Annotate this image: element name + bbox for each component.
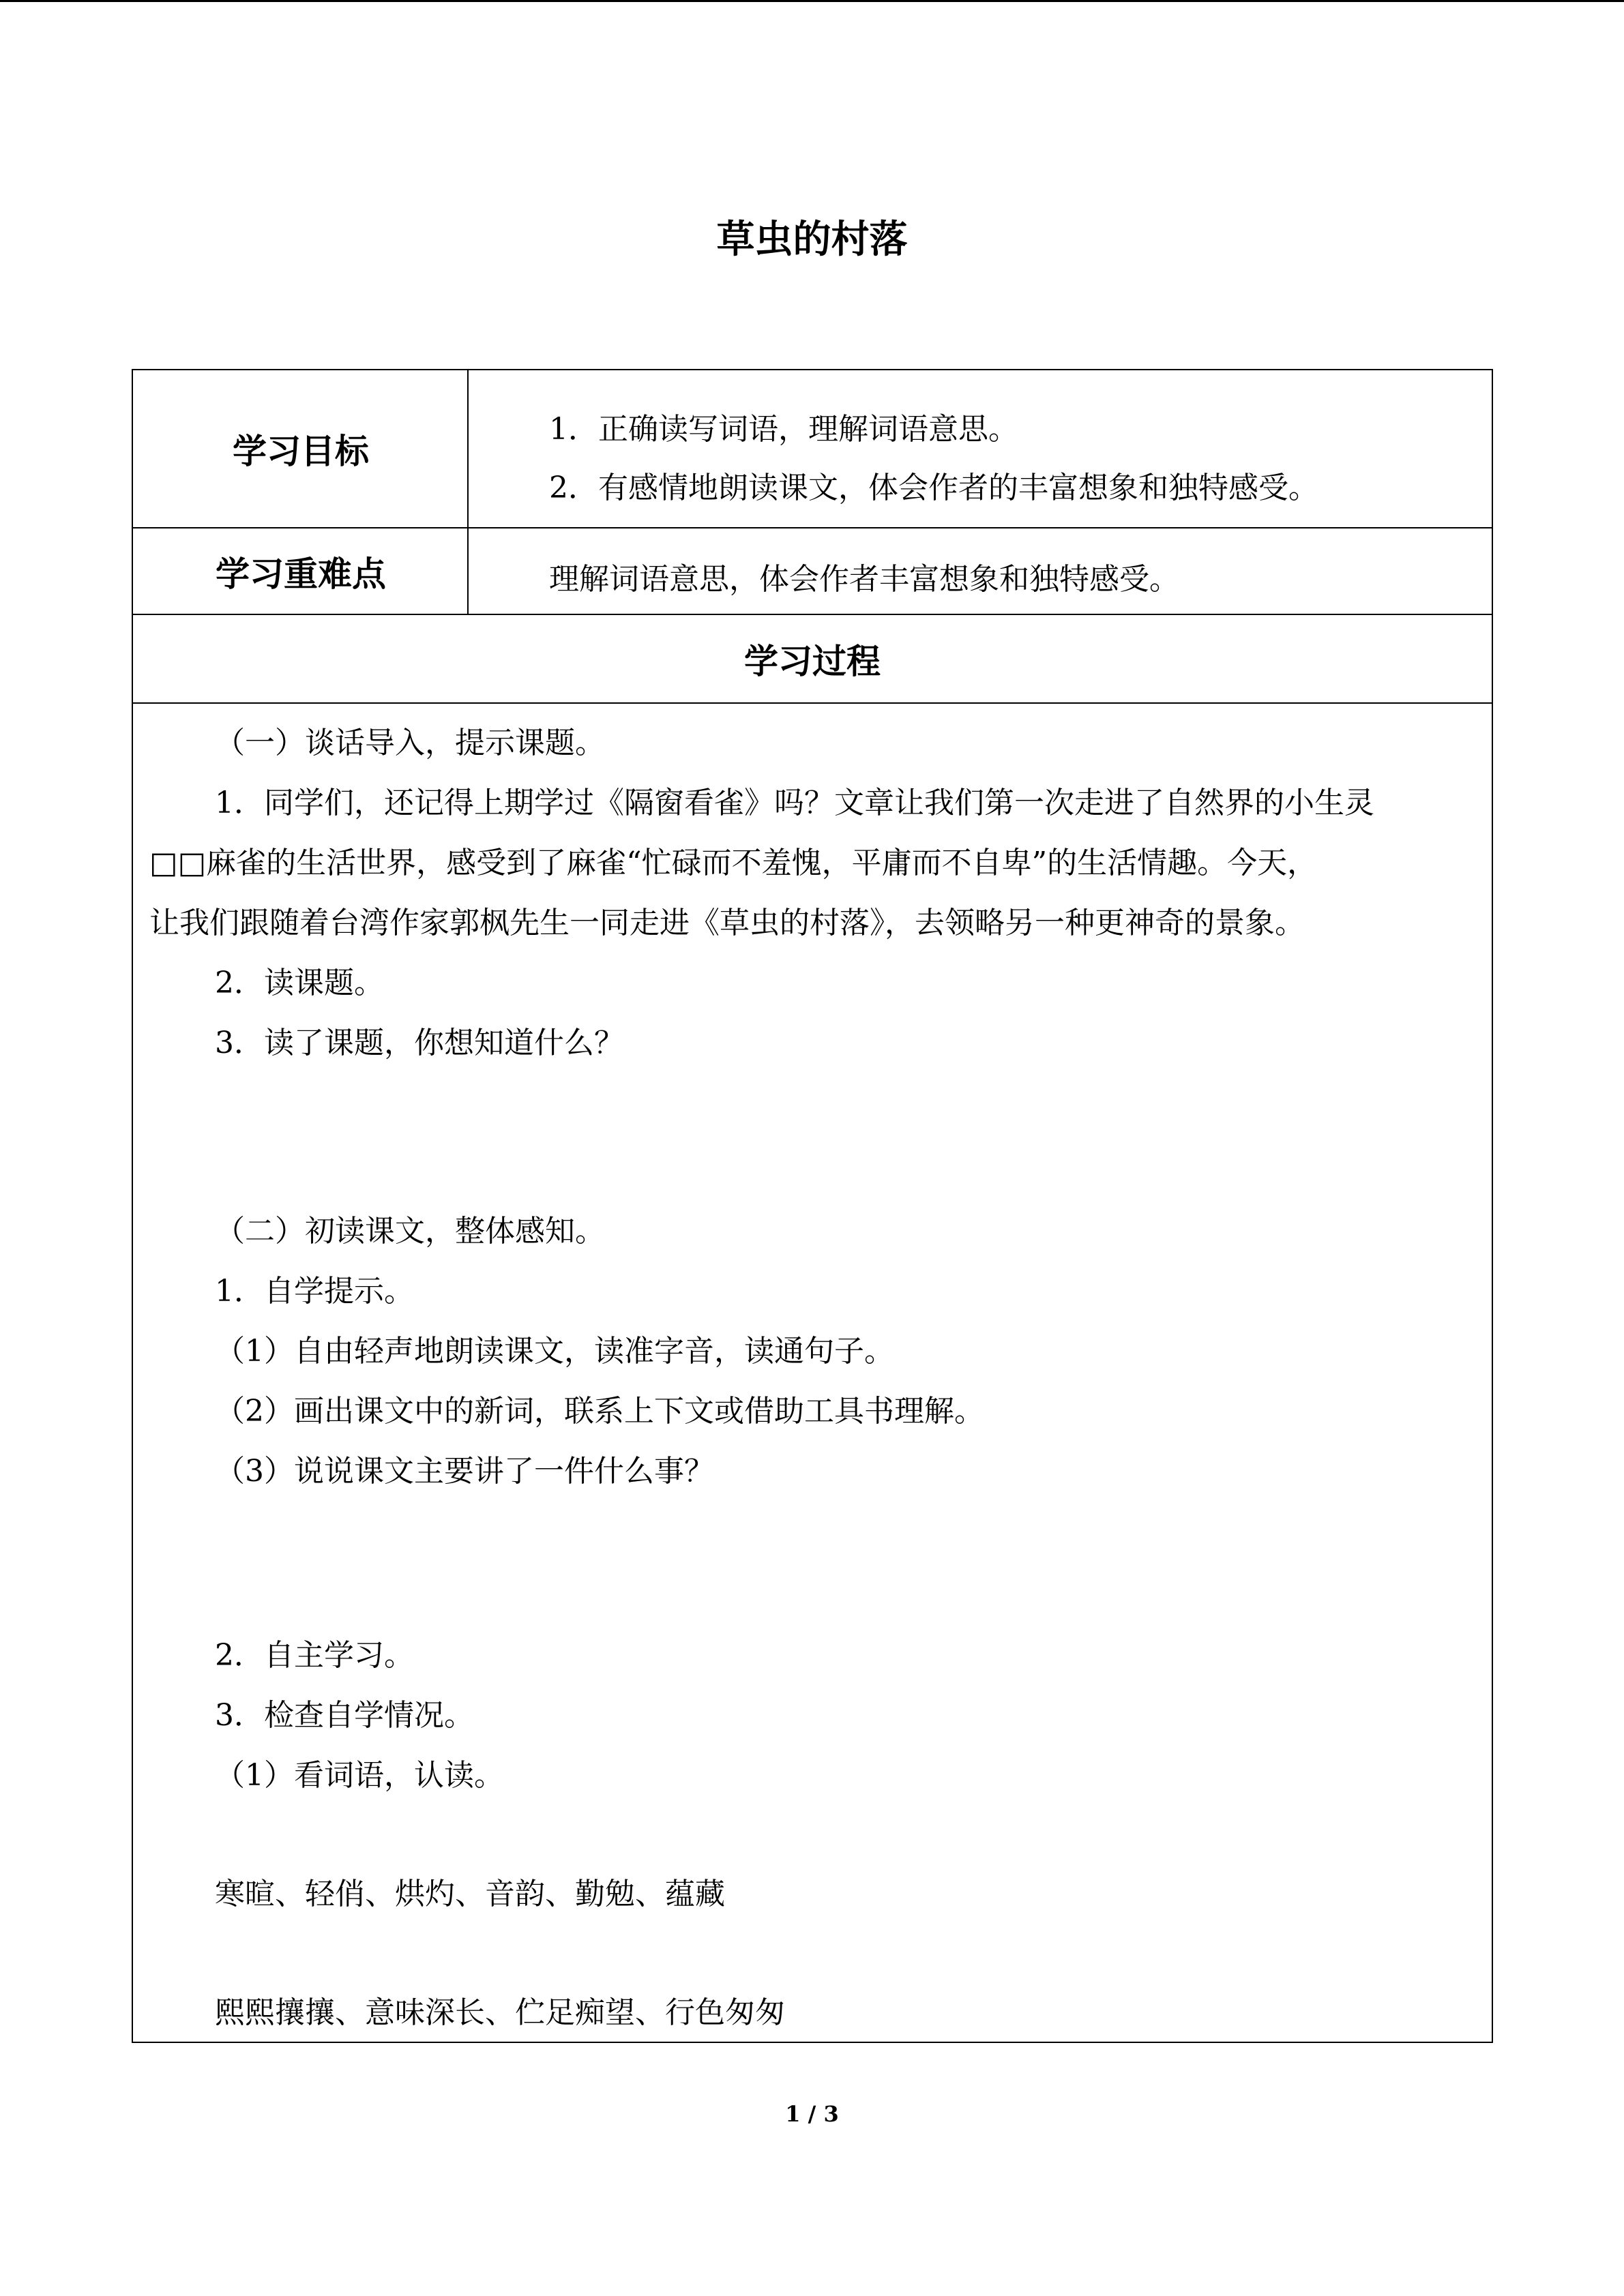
process-line: □□麻雀的生活世界，感受到了麻雀“忙碌而不羞愧，平庸而不自卑”的生活情趣。今天，: [149, 846, 1318, 880]
goal-item: 2．有感情地朗读课文，体会作者的丰富想象和独特感受。: [549, 471, 1318, 505]
process-line: 2．自主学习。: [215, 1638, 414, 1673]
lesson-table: [132, 369, 1493, 2043]
process-line: （二）初读课文，整体感知。: [215, 1214, 605, 1249]
process-line: （3）说说课文主要讲了一件什么事？: [215, 1454, 714, 1489]
vocabulary-line: 熙熙攘攘、意味深长、伫足痴望、行色匆匆: [215, 1995, 785, 2030]
page-number: 1 / 3: [785, 2101, 839, 2127]
difficulties-label: 学习重难点: [216, 554, 386, 594]
difficulties-text: 理解词语意思，体会作者丰富想象和独特感受。: [549, 562, 1179, 597]
process-line: （1）看词语，认读。: [215, 1758, 504, 1793]
process-header: 学习过程: [744, 642, 881, 681]
goals-label: 学习目标: [233, 432, 369, 471]
row-divider: [133, 702, 1492, 704]
process-line: 让我们跟随着台湾作家郭枫先生一同走进《草虫的村落》，去领略另一种更神奇的景象。: [149, 906, 1305, 940]
process-line: 3．检查自学情况。: [215, 1698, 474, 1733]
goal-item: 1．正确读写词语，理解词语意思。: [549, 412, 1018, 447]
process-line: 3．读了课题，你想知道什么？: [215, 1026, 624, 1060]
process-line: （1）自由轻声地朗读课文，读准字音，读通句子。: [215, 1334, 894, 1369]
process-line: （一）谈话导入，提示课题。: [215, 726, 605, 760]
process-line: （2）画出课文中的新词，联系上下文或借助工具书理解。: [215, 1394, 984, 1429]
process-line: 2．读课题。: [215, 966, 384, 1000]
process-line: 1．自学提示。: [215, 1274, 414, 1309]
document-title: 草虫的村落: [716, 218, 908, 262]
top-border: [0, 0, 1624, 2]
process-line: 1．同学们，还记得上期学过《隔窗看雀》吗？文章让我们第一次走进了自然界的小生灵: [215, 786, 1374, 820]
vocabulary-line: 寒暄、轻俏、烘灼、音韵、勤勉、蕴藏: [215, 1877, 725, 1911]
